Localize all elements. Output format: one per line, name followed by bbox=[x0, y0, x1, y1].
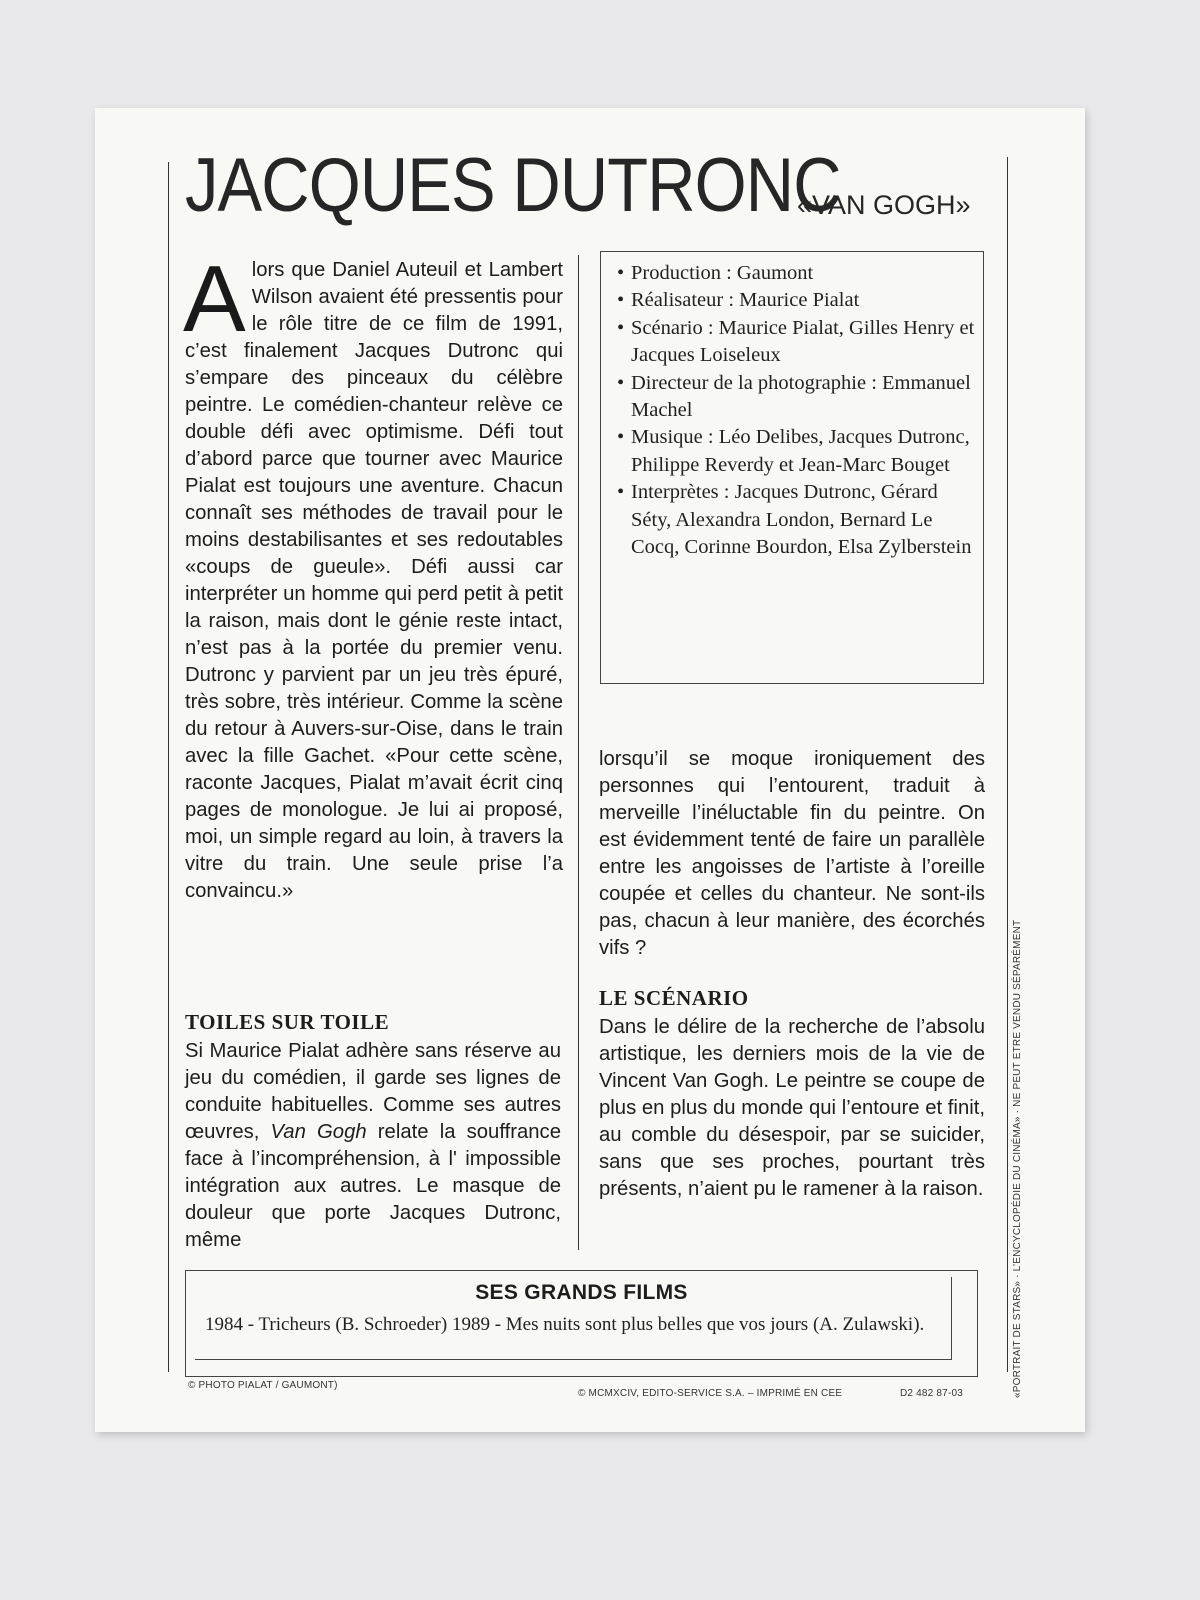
credit-music: • Musique : Léo Delibes, Jacques Dutronc, Philippe Reverdy et Jean-Marc Bouget bbox=[617, 424, 983, 479]
film-name-italic: Van Gogh bbox=[270, 1121, 367, 1143]
photo-credit: © PHOTO PIALAT / GAUMONT) bbox=[188, 1380, 338, 1391]
column-divider bbox=[578, 255, 579, 1250]
films-box bbox=[185, 1270, 978, 1377]
copyright-notice: © MCMXCIV, EDITO-SERVICE S.A. – IMPRIMÉ EN CEE bbox=[578, 1388, 843, 1399]
films-title: SES GRANDS FILMS bbox=[475, 1281, 688, 1304]
toiles-text-before: Si Maurice Pialat adhère sans réserve au jeu du comédien, il garde ses lignes de conduite habituelles. Comme ses autres œuvres, bbox=[185, 1040, 561, 1143]
credits-box bbox=[600, 251, 984, 684]
continuation-paragraph: lorsqu’il se moque ironiquement des personnes qui l’entourent, traduit à merveille l’inéluctable fin du peintre. On est évidemment tenté de faire un parallèle entre les angoisses de l’artiste à l’oreille coupée et celles du chanteur. Ne sont-ils pas, chacun à leur manière, des écorchés vifs ? bbox=[599, 748, 985, 959]
toiles-paragraph bbox=[185, 1038, 561, 1254]
toiles-text-after: relate la souffrance face à l’incompréhension, à l' impossible intégration aux autres. Le masque de douleur que porte Jacques Dutronc, même bbox=[185, 1121, 561, 1251]
right-rule bbox=[1007, 157, 1008, 1372]
credit-production: • Production : Gaumont bbox=[617, 260, 983, 287]
vertical-series-note: «PORTRAIT DE STARS» · L’ENCYCLOPÉDIE DU CINÉMA» · NE PEUT ETRE VENDU SÉPARÉMENT bbox=[1012, 919, 1023, 1398]
left-rule bbox=[168, 162, 169, 1372]
credit-director: • Réalisateur : Maurice Pialat bbox=[617, 287, 983, 314]
page-title: JACQUES DUTRONC bbox=[185, 143, 841, 228]
films-list: 1984 - Tricheurs (B. Schroeder) 1989 - Mes nuits sont plus belles que vos jours (A. Zulawski). bbox=[205, 1314, 925, 1335]
scenario-paragraph: Dans le délire de la recherche de l’absolu artistique, les derniers mois de la vie de Vincent Van Gogh. Le peintre se coupe de plus en plus du monde qui l’entoure et finit, au comble du désespoir, par se suicider, sans que ses proches, pourtant très présents, n’aient pu le ramener à la raison. bbox=[599, 1016, 985, 1200]
credit-photography: • Directeur de la photographie : Emmanuel Machel bbox=[617, 370, 983, 425]
left-column bbox=[183, 246, 563, 905]
toiles-heading: TOILES SUR TOILE bbox=[185, 1010, 390, 1034]
credit-screenplay: • Scénario : Maurice Pialat, Gilles Henry et Jacques Loiseleux bbox=[617, 315, 983, 370]
intro-paragraph bbox=[183, 246, 563, 905]
credit-cast: • Interprètes : Jacques Dutronc, Gérard Séty, Alexandra London, Bernard Le Cocq, Corinne Bourdon, Elsa Zylberstein bbox=[617, 479, 983, 561]
intro-text: lors que Daniel Auteuil et Lambert Wilson avaient été pressentis pour le rôle titre de ce film de 1991, c’est finalement Jacques Dutronc qui s’empare des pinceaux du célèbre peintre. Le comédien-chanteur relève ce double défi avec optimisme. Défi tout d’abord parce que tourner avec Maurice Pialat est toujours une aventure. Chacun connaît ses méthodes de travail pour le moins destabilisantes et ses redoutables «coups de gueule». Défi aussi car interpréter un homme qui perd petit à petit la raison, mais dont le génie reste intact, n’est pas à la portée du premier venu. Dutronc y parvient par un jeu très épuré, très sobre, très intérieur. Comme la scène du retour à Auvers-sur-Oise, dans le train avec la fille Gachet. «Pour cette scène, raconte Jacques, Pialat m’avait écrit cinq pages de monologue. Je lui ai proposé, moi, un simple regard au loin, à travers la vitre du train. Une seule prise l’a convaincu.» bbox=[185, 259, 563, 902]
scenario-heading: LE SCÉNARIO bbox=[599, 986, 749, 1010]
film-title: «VAN GOGH» bbox=[797, 190, 971, 220]
drop-cap: A bbox=[183, 246, 246, 351]
card-code: D2 482 87-03 bbox=[900, 1388, 964, 1399]
